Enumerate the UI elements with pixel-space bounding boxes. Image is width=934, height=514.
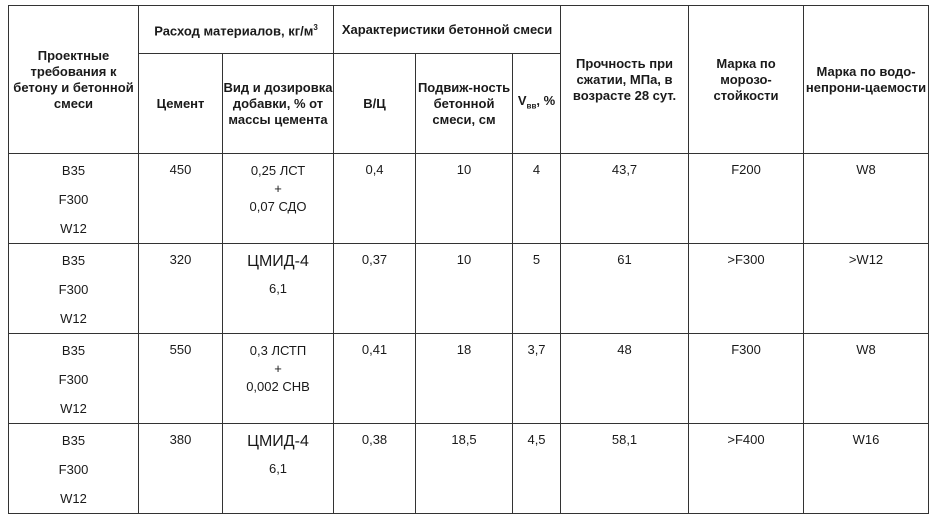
header-vair-sub: вв [526, 101, 537, 111]
table-header [9, 6, 929, 154]
cell-water: W16 [804, 424, 929, 514]
cell-vair: 4,5 [513, 424, 561, 514]
cell-wc: 0,38 [334, 424, 416, 514]
additive-line: 0,07 СДО [249, 199, 307, 214]
req-frost-grade: F300 [58, 372, 89, 387]
header-requirements: Проектные требования к бетону и бетонной смеси [9, 6, 139, 154]
cell-additive [223, 334, 334, 424]
header-vair-main: V [517, 92, 527, 108]
req-water-grade: W12 [60, 491, 87, 506]
req-frost-grade: F300 [58, 282, 89, 297]
cell-frost: F300 [689, 334, 804, 424]
header-water: Марка по водо-непрони-цаемости [804, 6, 929, 154]
additive-dose: 6,1 [268, 461, 288, 476]
table-body [9, 154, 929, 514]
cell-requirements [9, 154, 139, 244]
cell-requirements [9, 424, 139, 514]
header-material-consumption-sup: 3 [313, 22, 318, 32]
req-strength-class: В35 [61, 343, 86, 358]
header-vair-unit: , % [536, 92, 556, 108]
header-strength: Прочность при сжатии, МПа, в возрасте 28 сут. [561, 6, 689, 154]
cell-mobility: 18 [416, 334, 513, 424]
cell-cement: 450 [139, 154, 223, 244]
cell-strength: 58,1 [561, 424, 689, 514]
cell-water: >W12 [804, 244, 929, 334]
additive-line: + [274, 361, 282, 376]
cell-vair: 5 [513, 244, 561, 334]
cell-additive [223, 244, 334, 334]
table-row [9, 154, 929, 244]
cell-requirements [9, 334, 139, 424]
cell-additive [223, 154, 334, 244]
table-row [9, 244, 929, 334]
header-mobility: Подвиж-ность бетонной смеси, см [416, 54, 513, 154]
req-frost-grade: F300 [58, 192, 89, 207]
additive-line: + [274, 181, 282, 196]
additive-name: ЦМИД-4 [247, 433, 309, 450]
cell-frost: >F400 [689, 424, 804, 514]
cell-wc: 0,41 [334, 334, 416, 424]
req-strength-class: В35 [61, 253, 86, 268]
cell-frost: F200 [689, 154, 804, 244]
additive-line: 0,002 СНВ [246, 379, 310, 394]
header-additive: Вид и дозировка добавки, % от массы цемента [223, 54, 334, 154]
header-material-consumption [139, 6, 334, 54]
additive-line: 0,3 ЛСТП [249, 343, 307, 358]
cell-cement: 320 [139, 244, 223, 334]
cell-cement: 550 [139, 334, 223, 424]
table-row [9, 424, 929, 514]
req-frost-grade: F300 [58, 462, 89, 477]
cell-water: W8 [804, 334, 929, 424]
header-frost: Марка по морозо-стойкости [689, 6, 804, 154]
cell-wc: 0,37 [334, 244, 416, 334]
cell-water: W8 [804, 154, 929, 244]
cell-vair: 3,7 [513, 334, 561, 424]
table-row [9, 334, 929, 424]
cell-wc: 0,4 [334, 154, 416, 244]
header-material-consumption-label: Расход материалов, кг/м [154, 23, 314, 39]
additive-dose: 6,1 [268, 281, 288, 296]
cell-frost: >F300 [689, 244, 804, 334]
req-water-grade: W12 [60, 311, 87, 326]
req-water-grade: W12 [60, 221, 87, 236]
cell-strength: 48 [561, 334, 689, 424]
concrete-composition-table [8, 5, 929, 514]
cell-cement: 380 [139, 424, 223, 514]
header-concrete-characteristics: Характеристики бетонной смеси [334, 6, 561, 54]
req-strength-class: В35 [61, 163, 86, 178]
header-wc: В/Ц [334, 54, 416, 154]
cell-additive [223, 424, 334, 514]
cell-strength: 43,7 [561, 154, 689, 244]
cell-vair: 4 [513, 154, 561, 244]
req-water-grade: W12 [60, 401, 87, 416]
cell-mobility: 10 [416, 154, 513, 244]
cell-requirements [9, 244, 139, 334]
header-cement: Цемент [139, 54, 223, 154]
header-vair [513, 54, 561, 154]
req-strength-class: В35 [61, 433, 86, 448]
additive-line: 0,25 ЛСТ [250, 163, 306, 178]
cell-strength: 61 [561, 244, 689, 334]
additive-name: ЦМИД-4 [247, 253, 309, 270]
cell-mobility: 18,5 [416, 424, 513, 514]
cell-mobility: 10 [416, 244, 513, 334]
